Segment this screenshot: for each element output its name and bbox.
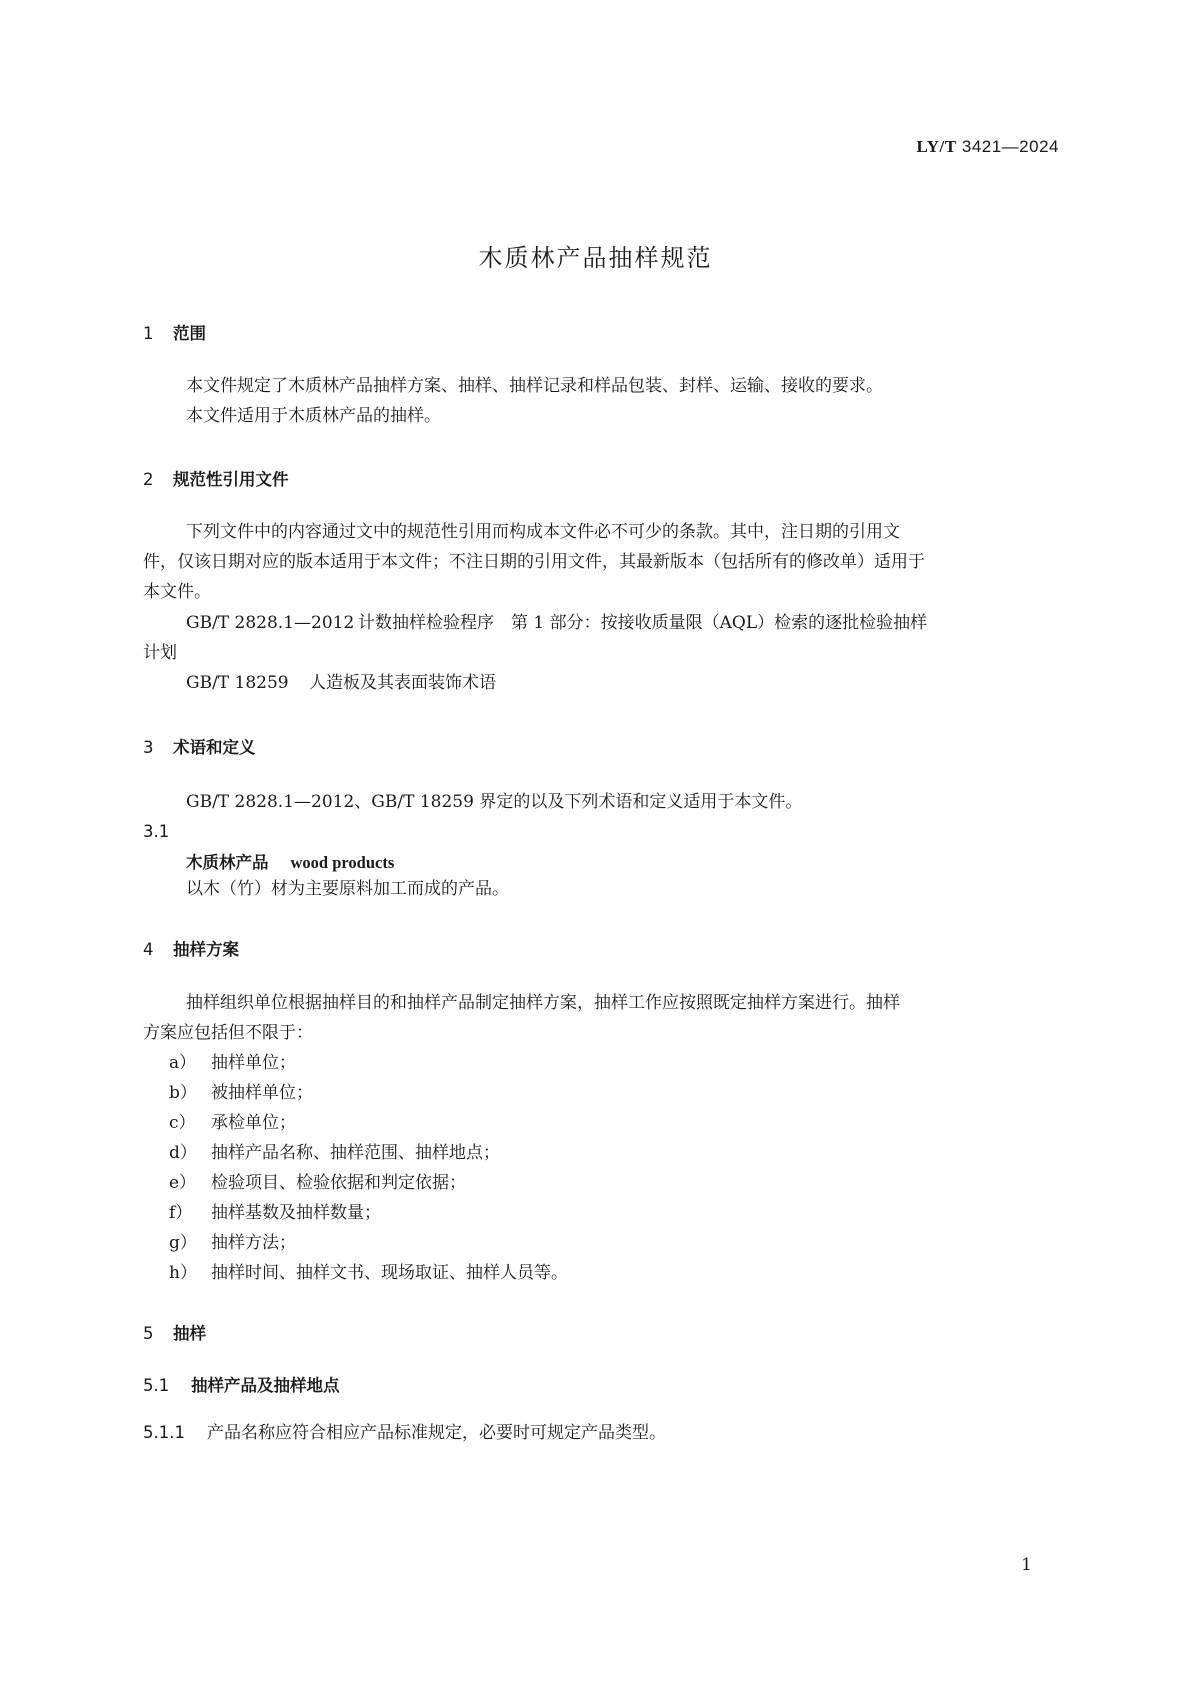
list-item <box>169 1048 296 1079</box>
reference-code: GB/T 18259 <box>186 673 289 693</box>
section-number: 1 <box>143 324 154 343</box>
subsection-number: 5.1 <box>143 1376 170 1395</box>
reference-entry-2 <box>186 668 496 699</box>
section-title: 抽样方案 <box>173 940 239 959</box>
list-item <box>169 1078 313 1109</box>
page-number: 1 <box>1021 1555 1032 1575</box>
section-number: 2 <box>143 470 154 489</box>
list-item-letter: f） <box>169 1203 193 1223</box>
clause-5-1-1 <box>143 1418 666 1449</box>
list-item <box>169 1198 381 1229</box>
list-item-text: 检验项目、检验依据和判定依据； <box>211 1173 466 1193</box>
section-number: 3 <box>143 738 154 757</box>
scope-paragraph-1: 本文件规定了木质林产品抽样方案、抽样、抽样记录和样品包装、封样、运输、接收的要求。 <box>186 376 883 396</box>
list-item-text: 抽样方法； <box>211 1233 296 1253</box>
list-item-text: 抽样单位； <box>211 1053 296 1073</box>
list-item-text: 抽样时间、抽样文书、现场取证、抽样人员等。 <box>211 1263 568 1283</box>
section-1-heading <box>143 320 206 344</box>
section-title: 范围 <box>173 324 206 343</box>
references-paragraph-line-3: 本文件。 <box>143 582 211 602</box>
reference-title: 计数抽样检验程序 第 1 部分：按接收质量限（AQL）检索的逐批检验抽样 <box>358 613 928 633</box>
terms-paragraph: GB/T 2828.1—2012、GB/T 18259 界定的以及下列术语和定义适用于本文件。 <box>186 792 803 812</box>
list-item <box>169 1258 568 1289</box>
document-title: 木质林产品抽样规范 <box>478 244 713 272</box>
reference-entry-1 <box>186 608 927 639</box>
list-item-text: 抽样基数及抽样数量； <box>211 1203 381 1223</box>
list-item <box>169 1228 296 1259</box>
section-title: 术语和定义 <box>173 738 256 757</box>
section-number: 5 <box>143 1324 154 1343</box>
term-number: 3.1 <box>143 822 170 841</box>
list-item-letter: d） <box>169 1143 197 1163</box>
plan-paragraph-line-1: 抽样组织单位根据抽样目的和抽样产品制定抽样方案，抽样工作应按照既定抽样方案进行。抽样 <box>186 993 900 1013</box>
list-item-letter: a） <box>169 1053 197 1073</box>
clause-number: 5.1.1 <box>143 1423 185 1442</box>
list-item-letter: g） <box>169 1233 197 1253</box>
section-5-heading <box>143 1320 206 1344</box>
clause-text: 产品名称应符合相应产品标准规定，必要时可规定产品类型。 <box>207 1423 666 1443</box>
term-definition: 以木（竹）材为主要原料加工而成的产品。 <box>186 879 509 899</box>
references-paragraph-line-2: 件，仅该日期对应的版本适用于本文件；不注日期的引用文件，其最新版本（包括所有的修改单）适用于 <box>143 552 925 572</box>
list-item-text: 被抽样单位； <box>211 1083 313 1103</box>
list-item-letter: c） <box>169 1113 196 1133</box>
list-item-letter: b） <box>169 1083 197 1103</box>
subsection-title: 抽样产品及抽样地点 <box>191 1376 340 1395</box>
list-item-text: 抽样产品名称、抽样范围、抽样地点； <box>211 1143 500 1163</box>
reference-title: 人造板及其表面装饰术语 <box>309 673 496 693</box>
section-2-heading <box>143 466 289 490</box>
term-english: wood products <box>290 853 395 872</box>
plan-paragraph-line-2: 方案应包括但不限于： <box>143 1023 313 1043</box>
scope-paragraph-2: 本文件适用于木质林产品的抽样。 <box>186 406 441 426</box>
list-item-letter: h） <box>169 1263 197 1283</box>
list-item <box>169 1108 296 1139</box>
list-item-letter: e） <box>169 1173 197 1193</box>
section-title: 抽样 <box>173 1324 206 1343</box>
standard-code <box>917 137 1060 157</box>
standard-prefix: LY/T <box>916 137 957 156</box>
list-item-text: 承检单位； <box>211 1113 296 1133</box>
list-item <box>169 1138 500 1169</box>
term-entry <box>186 849 394 873</box>
term-chinese: 木质林产品 <box>186 853 269 872</box>
section-number: 4 <box>143 940 154 959</box>
section-4-heading <box>143 936 239 960</box>
standard-number: 3421—2024 <box>961 137 1059 156</box>
subsection-5-1-heading <box>143 1372 340 1396</box>
section-title: 规范性引用文件 <box>173 470 289 489</box>
references-paragraph-line-1: 下列文件中的内容通过文中的规范性引用而构成本文件必不可少的条款。其中，注日期的引用文 <box>186 522 900 542</box>
section-3-heading <box>143 734 256 758</box>
list-item <box>169 1168 466 1199</box>
reference-entry-1-continued: 计划 <box>143 643 177 663</box>
reference-code: GB/T 2828.1—2012 <box>186 613 355 633</box>
